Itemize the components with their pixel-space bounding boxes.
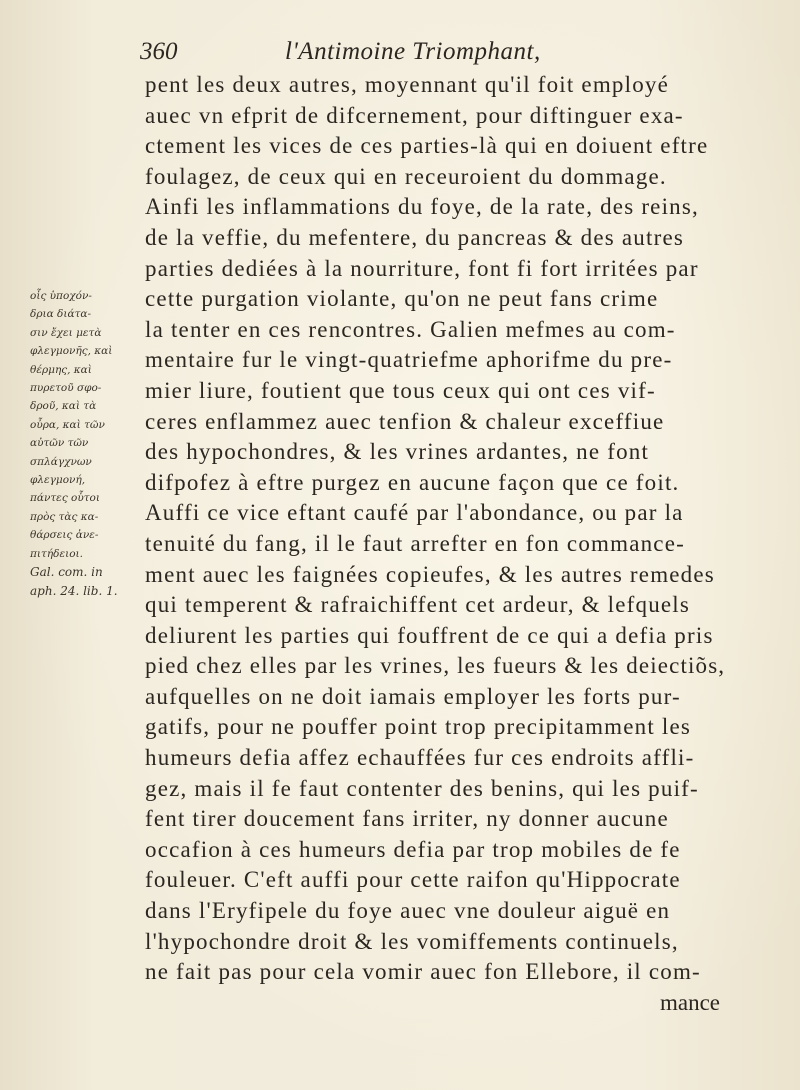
text-line: deliurent les parties qui fouffrent de ce qui a defia pris <box>145 622 714 648</box>
catchword: mance <box>659 989 720 1015</box>
text-line: foulagez, de ceux qui en receuroient du dommage. <box>145 163 667 189</box>
text-line: humeurs defia affez echauffées fur ces endroits affli- <box>145 745 695 771</box>
text-line: fent tirer doucement fans irriter, ny donner aucune <box>145 806 669 832</box>
margin-greek-line: οἷς ὑποχόν- <box>30 290 92 302</box>
margin-greek-line: πρὸς τὰς κα- <box>30 510 99 523</box>
text-line: pent les deux autres, moyennant qu'il foit employé <box>145 72 670 97</box>
text-line: ceres enflammez auec tenfion & chaleur exceffiue <box>145 408 665 434</box>
margin-greek-line: πιτήδειοι. <box>30 547 83 560</box>
text-line: pied chez elles par les vrines, les fueurs & les deiectiõs, <box>145 653 726 679</box>
text-line: mier liure, foutient que tous ceux qui ont ces vif- <box>145 377 656 403</box>
text-line: cette purgation violante, qu'on ne peut fans crime <box>145 286 659 312</box>
text-line: dans l'Eryfipele du foye auec vne douleur aiguë en <box>145 898 671 924</box>
margin-greek-line: πάντες οὗτοι <box>30 492 100 505</box>
margin-greek-line: δρια διάτα- <box>30 308 92 321</box>
text-line: ne fait pas pour cela vomir auec fon Ellebore, il com- <box>145 959 701 985</box>
text-line: ment auec les faignées copieufes, & les autres remedes <box>145 561 715 587</box>
margin-reference: aph. 24. lib. 1. <box>30 583 118 598</box>
margin-greek-line: αὐτῶν τῶν <box>30 437 89 450</box>
page-number: 360 <box>140 38 178 65</box>
text-line: parties dediées à la nourriture, font fi fort irritées par <box>145 255 699 281</box>
text-line: qui temperent & rafraichiffent cet ardeur, & lefquels <box>145 592 691 618</box>
margin-greek-line: σπλάγχνων <box>30 455 92 468</box>
margin-greek-line: οὖρα, καὶ τῶν <box>30 418 105 431</box>
text-line: ctement les vices de ces parties-là qui en doiuent eftre <box>145 133 709 159</box>
margin-greek-line: πυρετοῦ σφο- <box>30 382 102 395</box>
margin-reference: Gal. com. in <box>30 565 103 580</box>
text-line: difpofez à eftre purgez en aucune façon que ce foit. <box>145 469 680 495</box>
text-line: auec vn efprit de difcernement, pour diftinguer exa- <box>145 102 684 128</box>
margin-greek-line: σιν ἔχει μετὰ <box>30 326 102 339</box>
text-line: gatifs, pour ne pouffer point trop precipitamment les <box>145 714 692 740</box>
text-line: occafion à ces humeurs defia par trop mobiles de fe <box>145 836 681 862</box>
text-line: des hypochondres, & les vrines ardantes, ne font <box>145 439 650 465</box>
text-line: Auffi ce vice eftant caufé par l'abondance, ou par la <box>145 500 684 526</box>
margin-greek-line: φλεγμονῆς, καὶ <box>30 345 113 358</box>
margin-greek-line: φλεγμονή, <box>30 474 86 487</box>
margin-greek-line: θέρμης, καὶ <box>30 363 92 376</box>
text-line: gez, mais il fe faut contenter des benins, qui les puif- <box>145 775 699 801</box>
text-line: la tenter en ces rencontres. Galien mefmes au com- <box>145 316 676 342</box>
text-line: mentaire fur le vingt-quatriefme aphorifme du pre- <box>145 347 673 373</box>
text-line: l'hypochondre droit & les vomiffements continuels, <box>145 928 679 954</box>
margin-greek-line: θάρσεις ἀνε- <box>30 529 99 542</box>
text-line: tenuité du fang, il le faut arrefter en fon commance- <box>145 530 685 556</box>
page-header <box>140 38 720 74</box>
text-line: de la veffie, du mefentere, du pancreas & des autres <box>145 224 685 250</box>
margin-greek-line: δροῦ, καὶ τὰ <box>30 400 97 413</box>
margin-note <box>30 287 140 600</box>
text-line: Ainfi les inflammations du foye, de la rate, des reins, <box>145 194 699 220</box>
body-text <box>145 70 725 1018</box>
text-line: aufquelles on ne doit iamais employer les forts pur- <box>145 683 681 709</box>
running-title: l'Antimoine Triomphant, <box>285 38 541 65</box>
text-line: fouleuer. C'eft auffi pour cette raifon qu'Hippocrate <box>145 867 681 893</box>
